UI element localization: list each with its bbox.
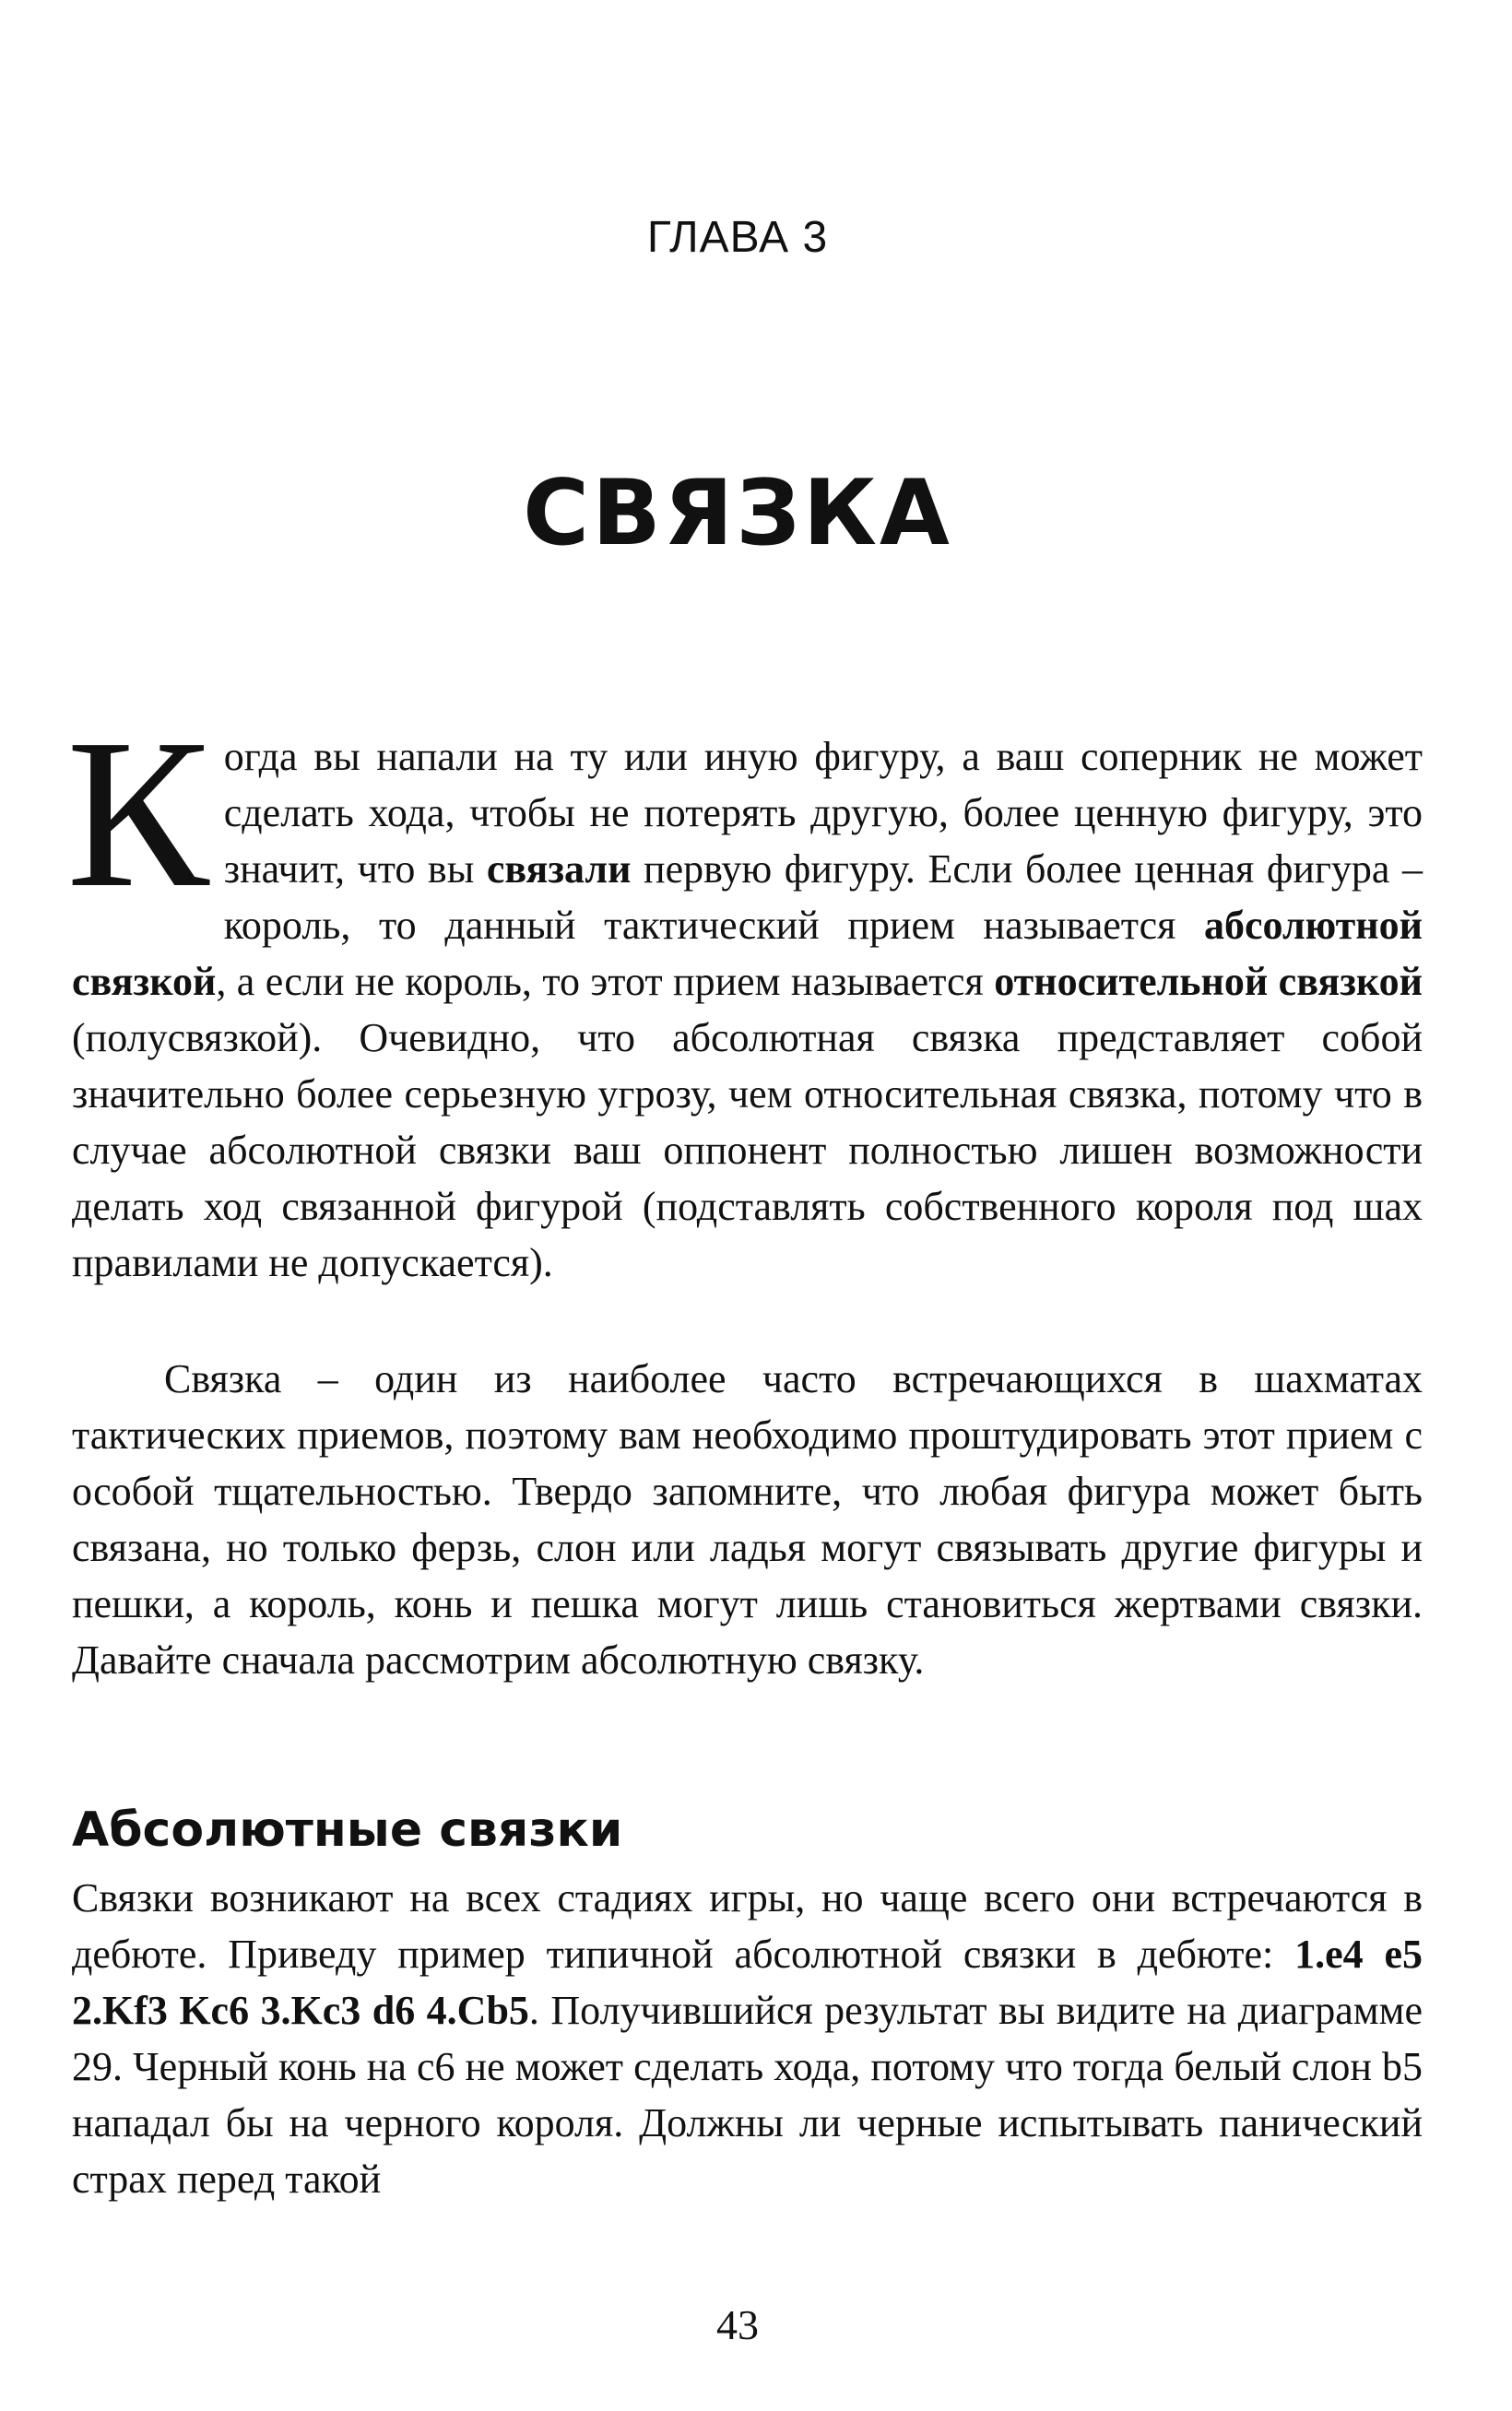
chapter-label: ГЛАВА 3 [646, 213, 829, 262]
intro-lead-text: огда вы напали на ту или иную фигуру, а ваш соперник не может сделать хода, чтобы не потерять другую, более ценную фигуру, это значит, что вы [223, 734, 1423, 892]
section-lead-text: Связки возникают на всех стадиях игры, но чаще всего они встречаются в дебюте. Приведу пример типичной абсолютной связки в дебюте: [72, 1875, 1423, 1977]
section-heading: Абсолютные связки [72, 1802, 623, 1858]
intro-text-2: первую фигуру. Если более ценная фигура – король, то данный тактический прием называется [223, 846, 1423, 948]
intro-text-3: , а если не король, то этот прием называется [216, 959, 995, 1004]
section-paragraph [72, 1870, 1423, 2207]
second-paragraph-text: Связка – один из наиболее часто встречающихся в шахматах тактических приемов, поэтому вам необходимо проштудировать этот прием с особой тщательностью. Твердо запомните, что любая фигура может быть связана, но только ферзь, слон или ладья могут связывать другие фигуры и пешки, а король, конь и пешка могут лишь становиться жертвами связки. Давайте сначала рассмотрим абсолютную связку. [72, 1356, 1423, 1683]
term-relative-pin: относительной связкой [994, 959, 1423, 1004]
intro-text-4: (полусвязкой). Очевидно, что абсолютная связка представляет собой значительно более серьезную угрозу, чем относительная связка, потому что в случае абсолютной связки ваш оппонент полностью лишен возможности делать ход связанной фигурой (подставлять собственного короля под шах правилами не допускается). [72, 1015, 1423, 1285]
chapter-title: СВЯЗКА [523, 461, 952, 566]
drop-cap: К [66, 695, 209, 932]
move-sequence: 1.e4 e5 2.Kf3 Kc6 3.Kc3 d6 4.Cb5 [72, 1932, 1423, 2033]
page-number: 43 [716, 2301, 759, 2348]
section-text-2: . Получившийся результат вы видите на диаграмме 29. Черный конь на c6 не может сделать хода, потому что тогда белый слон b5 нападал бы на черного короля. Должны ли черные испытывать панический страх перед такой [72, 1988, 1423, 2202]
term-absolute-pin: абсолютной связкой [72, 903, 1423, 1004]
intro-paragraph [66, 695, 1423, 1291]
term-pinned: связали [486, 846, 632, 892]
second-paragraph [72, 1351, 1423, 1688]
